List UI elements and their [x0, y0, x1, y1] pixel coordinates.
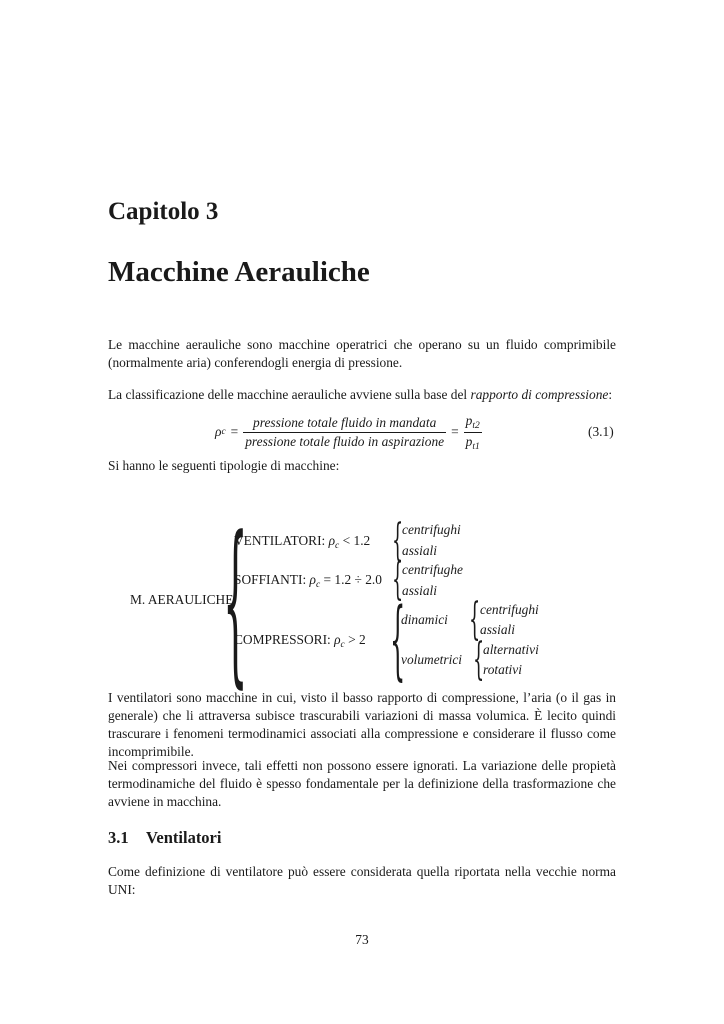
- ratio-num-p: p: [465, 412, 473, 428]
- equals-sign: =: [230, 424, 239, 439]
- section-number: 3.1: [108, 828, 129, 847]
- equation-3-1: [215, 412, 482, 452]
- rho-symbol: ρ: [215, 424, 222, 439]
- classification-colon: :: [608, 387, 613, 402]
- soffianti-brace: {: [392, 554, 404, 605]
- soffianti-rho-sub: c: [315, 580, 321, 590]
- soffianti-name: SOFFIANTI:: [234, 572, 310, 587]
- dinamici-child: centrifughi: [480, 602, 539, 617]
- section-heading: [108, 828, 221, 848]
- equals-sign-2: =: [451, 424, 459, 439]
- ventilatori-paragraph: I ventilatori sono macchine in cui, visto il basso rapporto di compressione, l’aria (o il gas in generale) che li attraversa subisce trascurabili variazioni di massa volumica. È lecito quindi trascurare i fenomeni termodinamici associati alla compressione e considerare il flusso come incomprimibile.: [108, 690, 616, 759]
- intro-paragraph: Le macchine aerauliche sono macchine operatrici che operano su un fluido comprimibile (normalmente aria) conferendogli energia di pressione.: [108, 337, 616, 370]
- ratio-den-sub: t1: [472, 441, 480, 452]
- volumetrici-child: rotativi: [483, 662, 522, 677]
- chapter-label: Capitolo 3: [108, 198, 219, 225]
- ventilatori-rho-sub: c: [335, 541, 340, 551]
- soffianti-label: [234, 572, 382, 590]
- ventilatori-child: centrifughi: [402, 522, 461, 537]
- compressori-brace: {: [390, 590, 406, 690]
- chapter-title: Macchine Aerauliche: [108, 256, 370, 288]
- ratio-den-p: p: [465, 433, 473, 449]
- section-title: Ventilatori: [146, 828, 222, 847]
- soffianti-condition: = 1.2 ÷ 2.0: [320, 572, 382, 587]
- equation-number: (3.1): [588, 424, 614, 439]
- section-paragraph: Come definizione di ventilatore può essere considerata quella riportata nella vecchie norma UNI:: [108, 864, 616, 897]
- compressori-condition: > 2: [344, 632, 366, 647]
- dinamici-brace: {: [469, 594, 481, 645]
- pressure-ratio-fraction: [464, 413, 482, 452]
- tree-root-label: M. AERAULICHE: [130, 592, 234, 607]
- ventilatori-condition: < 1.2: [339, 533, 371, 548]
- compressori-rho-sub: c: [340, 640, 345, 650]
- classification-sentence: [108, 386, 616, 404]
- classification-text: La classificazione delle macchine aerauliche avviene sulla base del: [108, 387, 471, 402]
- ventilatori-child: assiali: [402, 543, 437, 558]
- types-intro: Si hanno le seguenti tipologie di macchine:: [108, 458, 340, 473]
- compressori-rho: ρ: [334, 632, 341, 647]
- ventilatori-label: [234, 533, 370, 551]
- compressori-paragraph: Nei compressori invece, tali effetti non possono essere ignorati. La variazione delle propietà termodinamiche del fluido è spesso fondamentale per la definizione della trasformazione che avviene in macchina.: [108, 758, 616, 809]
- ventilatori-brace: {: [392, 515, 404, 566]
- ventilatori-name: VENTILATORI:: [234, 533, 329, 548]
- volumetrici-brace: {: [473, 634, 485, 685]
- soffianti-child: centrifughe: [402, 562, 463, 577]
- dinamici-label: dinamici: [401, 612, 448, 627]
- fraction-numerator: pressione totale fluido in mandata: [253, 414, 437, 430]
- compressori-label: [234, 632, 366, 650]
- ratio-num-sub: t2: [472, 420, 480, 431]
- ratio-numerator: [464, 413, 482, 432]
- page-number: 73: [355, 932, 369, 947]
- main-brace: {: [223, 499, 248, 704]
- soffianti-rho: ρ: [309, 572, 316, 587]
- compressori-name: COMPRESSORI:: [234, 632, 335, 647]
- compression-ratio-term: rapporto di compressione: [470, 387, 609, 402]
- volumetrici-label: volumetrici: [401, 652, 462, 667]
- soffianti-child: assiali: [402, 583, 437, 598]
- rho-subscript: c: [221, 427, 226, 437]
- ventilatori-rho: ρ: [328, 533, 336, 548]
- volumetrici-child: alternativi: [483, 642, 539, 657]
- dinamici-child: assiali: [480, 622, 515, 637]
- ratio-denominator: [464, 432, 482, 452]
- pressure-fraction: [243, 415, 446, 450]
- fraction-denominator: pressione totale fluido in aspirazione: [245, 433, 445, 449]
